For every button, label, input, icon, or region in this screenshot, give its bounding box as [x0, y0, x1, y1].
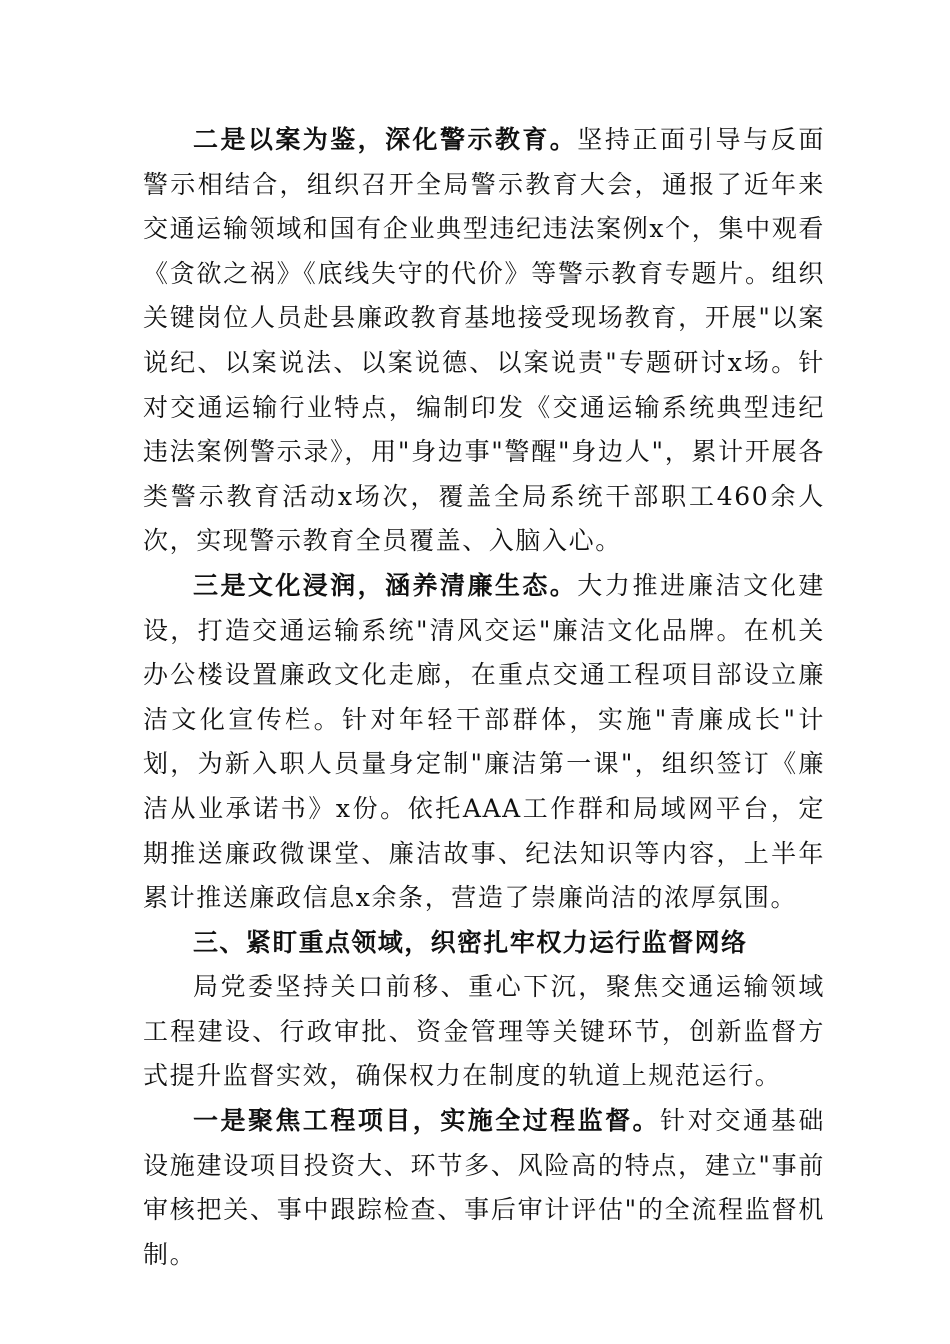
paragraph-case-warning — [143, 118, 825, 564]
paragraph-lead: 二是以案为鉴，深化警示教育。 — [193, 125, 578, 154]
paragraph-text: 针对交通基础设施建设项目投资大、环节多、风险高的特点，建立"事前审核把关、事中跟踪检查、事后审计评估"的全流程监督机制。 — [143, 1106, 825, 1269]
section-intro: 局党委坚持关口前移、重心下沉，聚焦交通运输领域工程建设、行政审批、资金管理等关键环节，创新监督方式提升监督实效，确保权力在制度的轨道上规范运行。 — [143, 972, 825, 1091]
paragraph-project-supervision — [143, 1099, 825, 1277]
paragraph-lead: 一是聚焦工程项目，实施全过程监督。 — [193, 1106, 661, 1136]
document-body — [143, 118, 825, 1277]
paragraph-text: 坚持正面引导与反面警示相结合，组织召开全局警示教育大会，通报了近年来交通运输领域和国有企业典型违纪违法案例x个，集中观看《贪欲之祸》《底线失守的代价》等警示教育专题片。组织关键岗位人员赴县廉政教育基地接受现场教育，开展"以案说纪、以案说法、以案说德、以案说责"专题研讨x场。针对交通运输行业特点，编制印发《交通运输系统典型违纪违法案例警示录》，用"身边事"警醒"身边人"，累计开展各类警示教育活动x场次，覆盖全局系统干部职工460余人次，实现警示教育全员覆盖、入脑入心。 — [143, 125, 825, 556]
paragraph-lead: 三是文化浸润，涵养清廉生态。 — [193, 570, 578, 600]
paragraph-text: 大力推进廉洁文化建设，打造交通运输系统"清风交运"廉洁文化品牌。在机关办公楼设置廉政文化走廊，在重点交通工程项目部设立廉洁文化宣传栏。针对年轻干部群体，实施"青廉成长"计划，为新入职人员量身定制"廉洁第一课"，组织签订《廉洁从业承诺书》x份。依托AAA工作群和局域网平台，定期推送廉政微课堂、廉洁故事、纪法知识等内容，上半年累计推送廉政信息x余条，营造了崇廉尚洁的浓厚氛围。 — [143, 570, 825, 913]
paragraph-culture — [143, 564, 825, 921]
section-heading: 三、紧盯重点领域，织密扎牢权力运行监督网络 — [193, 927, 748, 957]
